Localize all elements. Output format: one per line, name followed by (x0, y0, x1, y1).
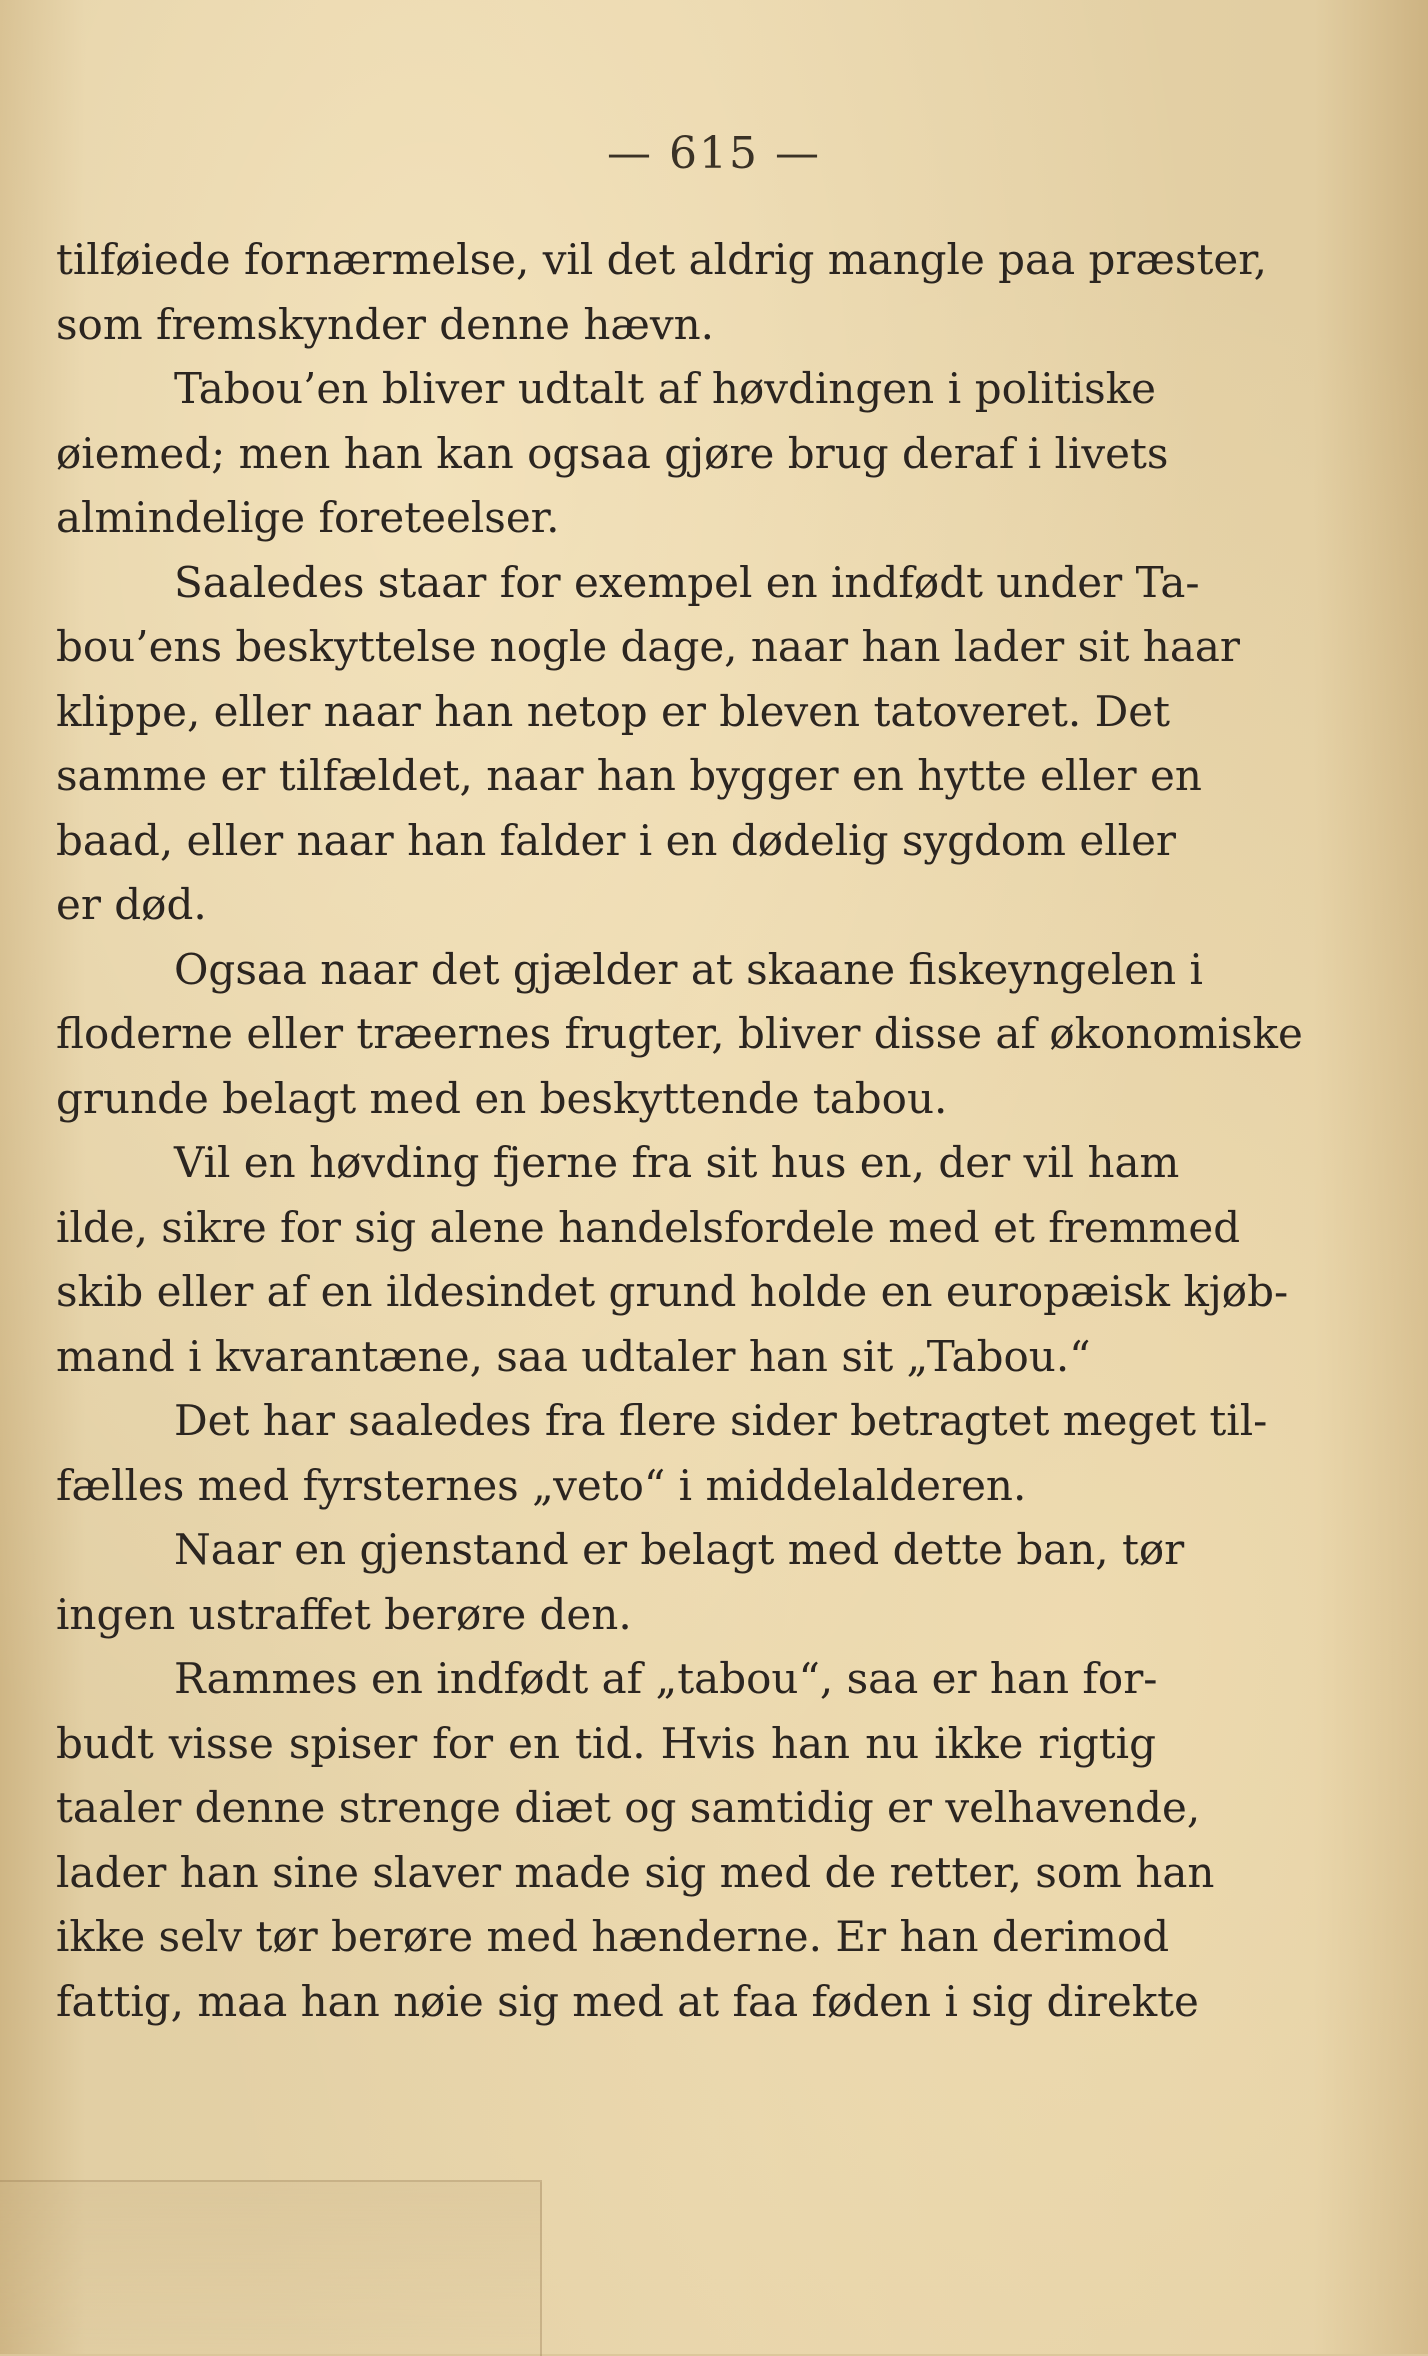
text-line: Naar en gjenstand er belagt med dette ban, tør (174, 1525, 1185, 1574)
text-line: ikke selv tør berøre med hænderne. Er han derimod (56, 1912, 1170, 1961)
text-line: tilføiede fornærmelse, vil det aldrig mangle paa præster, (56, 235, 1268, 284)
page-number: — 615 — (607, 128, 821, 179)
text-line: Rammes en indfødt af „tabou“, saa er han for- (174, 1654, 1158, 1703)
page-fold-shadow (0, 2180, 542, 2356)
text-line: klippe, eller naar han netop er bleven tatoveret. Det (56, 686, 1171, 736)
text-line: Ogsaa naar det gjælder at skaane fiskeyngelen i (174, 944, 1203, 994)
text-line: baad, eller naar han falder i en dødelig sygdom eller (56, 815, 1177, 865)
text-line: fælles med fyrsternes „veto“ i middelalderen. (56, 1460, 1027, 1510)
text-line: bou’ens beskyttelse nogle dage, naar han lader sit haar (56, 622, 1240, 671)
text-line: mand i kvarantæne, saa udtaler han sit „Tabou.“ (56, 1331, 1091, 1381)
text-line: floderne eller træernes frugter, bliver disse af økonomiske (56, 1009, 1303, 1058)
text-line: ilde, sikre for sig alene handelsfordele med et fremmed (56, 1202, 1241, 1252)
text-line: taaler denne strenge diæt og samtidig er velhavende, (56, 1783, 1201, 1832)
text-line: Vil en høvding fjerne fra sit hus en, der vil ham (174, 1138, 1180, 1187)
text-line: samme er tilfældet, naar han bygger en hytte eller en (56, 751, 1202, 800)
text-line: budt visse spiser for en tid. Hvis han nu ikke rigtig (56, 1718, 1156, 1768)
text-line: lader han sine slaver made sig med de retter, som han (56, 1847, 1215, 1897)
text-line: som fremskynder denne hævn. (56, 299, 714, 349)
text-line: er død. (56, 880, 207, 929)
text-line: ingen ustraffet berøre den. (56, 1589, 632, 1639)
text-line: Tabou’en bliver udtalt af høvdingen i politiske (174, 364, 1156, 413)
text-line: fattig, maa han nøie sig med at faa føden i sig direkte (56, 1976, 1199, 2026)
text-line: grunde belagt med en beskyttende tabou. (56, 1073, 948, 1123)
body-text (56, 228, 1303, 2034)
text-line: Saaledes staar for exempel en indfødt under Ta- (174, 557, 1200, 607)
text-line: Det har saaledes fra flere sider betragtet meget til- (174, 1396, 1268, 1445)
text-line: skib eller af en ildesindet grund holde en europæisk kjøb- (56, 1267, 1289, 1316)
text-line: øiemed; men han kan ogsaa gjøre brug deraf i livets (56, 428, 1169, 478)
text-line: almindelige foreteelser. (56, 493, 560, 542)
